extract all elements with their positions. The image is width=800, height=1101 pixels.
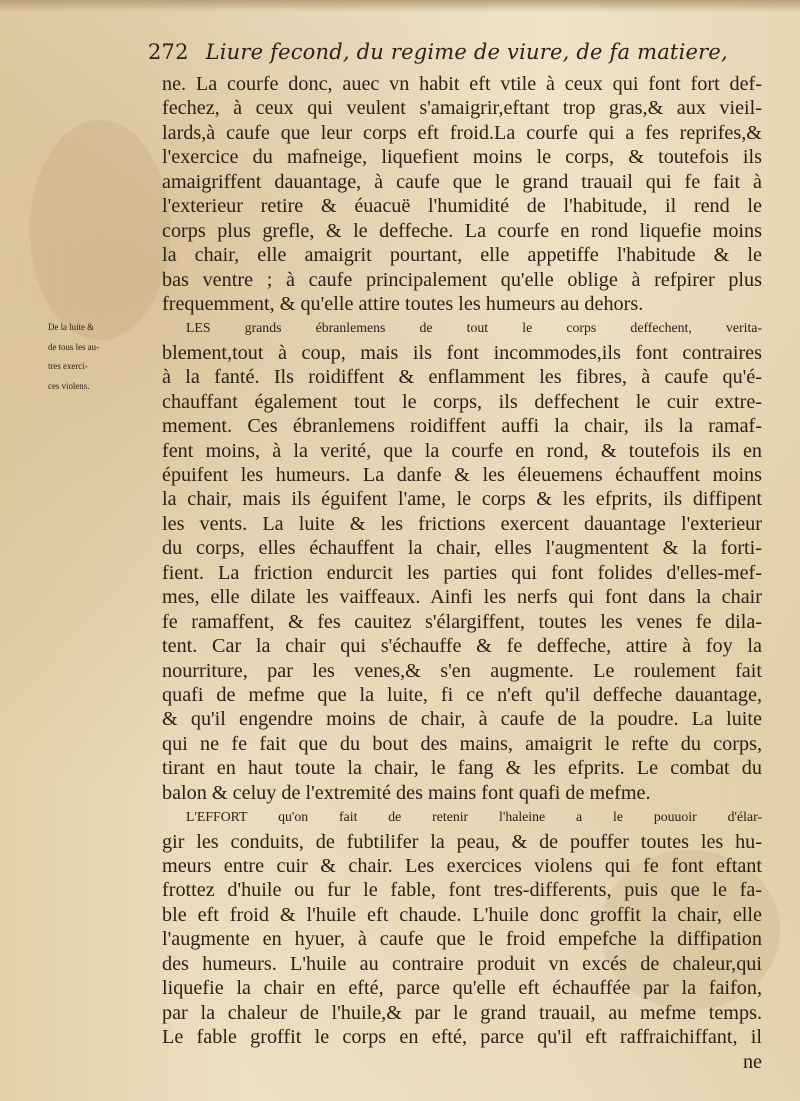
margin-note-line: De la luite & — [48, 322, 95, 332]
text-line: la chair, mais ils éguifent l'ame, le corps & les efprits, ils diffipent — [162, 488, 762, 511]
text-line: ne. La courfe donc, auec vn habit eft vtile à ceux qui font fort def- — [162, 73, 762, 95]
text-line: frottez d'huile ou fur le fable, font tres-differents, puis que le fa- — [162, 879, 762, 902]
catchword: ne — [742, 1050, 762, 1073]
text-line: chauffant également tout le corps, ils deffechent le cuir extre- — [162, 390, 762, 413]
text-line: corps plus grefle, & le deffeche. La courfe en rond liquefie moins — [162, 219, 762, 242]
running-header — [148, 40, 798, 64]
running-title: Liure fecond, du regime de viure, de fa matiere, — [205, 40, 728, 64]
text-line: fechez, à ceux qui veulent s'amaigrir,eftant trop gras,& aux vieil- — [162, 97, 762, 120]
text-line: la chair, elle amaigrit pourtant, elle appetiffe l'habitude & le — [162, 244, 762, 267]
margin-note — [48, 318, 160, 396]
text-line: l'augmente en hyuer, à caufe que le froid empefche la diffipation — [162, 928, 762, 951]
text-line: ble eft froid & l'huile eft chaude. L'huile donc groffit la chair, elle — [162, 903, 762, 926]
text-line: l'exercice du mafneige, liquefient moins le corps, & toutefois ils — [162, 146, 762, 169]
text-line: mement. Ces ébranlemens roidiffent auffi la chair, ils la ramaf- — [162, 415, 762, 438]
text-line: du corps, elles échauffent la chair, elles l'augmentent & la forti- — [162, 537, 762, 560]
text-line: des humeurs. L'huile au contraire produit vn excés de chaleur,qui — [162, 952, 762, 975]
text-line: mes, elle dilate les vaiffeaux. Ainfi les nerfs qui font dans la chair — [162, 586, 762, 609]
text-line: tent. Car la chair qui s'échauffe & fe deffeche, attire à foy la — [162, 635, 762, 658]
text-line: bas ventre ; à caufe principalement qu'elle oblige à refpirer plus — [162, 268, 762, 291]
text-line: qui ne fe fait que du bout des mains, amaigrit le refte du corps, — [162, 732, 762, 755]
text-line: fient. La friction endurcit les parties qui font folides d'elles-mef- — [162, 561, 762, 584]
body-text — [162, 72, 762, 1074]
page-top-edge — [0, 0, 800, 12]
text-line: tirant en haut toute la chair, le fang & les efprits. Le combat du — [162, 757, 762, 780]
margin-note-line: de tous les au- — [48, 341, 100, 352]
text-line: meurs entre cuir & chair. Les exercices violens qui fe font eftant — [162, 855, 762, 877]
text-line: Le fable groffit le corps en efté, parce qu'il eft raffraichiffant, il — [162, 1026, 762, 1049]
text-line: fe ramaffent, & fes cauitez s'élargiffent, toutes les venes fe dila- — [162, 610, 762, 633]
text-line: l'exterieur retire & éuacuë l'humidité de l'habitude, il rend le — [162, 195, 762, 218]
text-line: balon & celuy de l'extremité des mains font quafi de mefme. — [162, 781, 651, 804]
text-line: lards,à caufe que leur corps eft froid.La courfe qui a fes reprifes,& — [162, 121, 762, 144]
text-line: quafi de mefme que la luite, fi ce n'eft qu'il deffeche dauantage, — [162, 683, 762, 706]
text-line: gir les conduits, de fubtilifer la peau, & de pouffer toutes les hu- — [162, 830, 762, 853]
text-line: les vents. La luite & les frictions exercent dauantage l'exterieur — [162, 512, 762, 535]
text-line: nourriture, par les venes,& s'en augmente. Le roulement fait — [162, 659, 762, 682]
text-line: fent moins, à la verité, que la courfe en rond, & toutefois ils en — [162, 439, 762, 462]
paragraph-start-line: L'EFFORT qu'on fait de retenir l'haleine a le pouuoir d'élar- — [186, 809, 762, 825]
text-line: liquefie la chair en efté, parce qu'elle eft échauffée par la faifon, — [162, 977, 762, 1000]
text-line: amaigriffent dauantage, à caufe que le grand trauail qui fe fait à — [162, 170, 762, 193]
text-line: & qu'il engendre moins de chair, à caufe de la poudre. La luite — [162, 708, 762, 731]
margin-note-line: tres exerci- — [48, 361, 88, 372]
paper-stain — [30, 120, 170, 340]
text-line: à la fanté. Ils roidiffent & enflamment les fibres, à caufe qu'é- — [162, 366, 762, 389]
text-line: par la chaleur de l'huile,& par le grand trauail, au mefme temps. — [162, 1001, 762, 1024]
text-line: blement,tout à coup, mais ils font incommodes,ils font contraires — [162, 341, 762, 364]
page-number: 272 — [148, 40, 189, 64]
margin-note-line: ces violens. — [48, 380, 90, 391]
text-line: épuifent les humeurs. La danfe & les éleuemens échauffent moins — [162, 464, 762, 486]
paragraph-start-line: LES grands ébranlemens de tout le corps deffechent, verita- — [186, 320, 762, 336]
text-line: frequemment, & qu'elle attire toutes les humeurs au dehors. — [162, 292, 644, 315]
